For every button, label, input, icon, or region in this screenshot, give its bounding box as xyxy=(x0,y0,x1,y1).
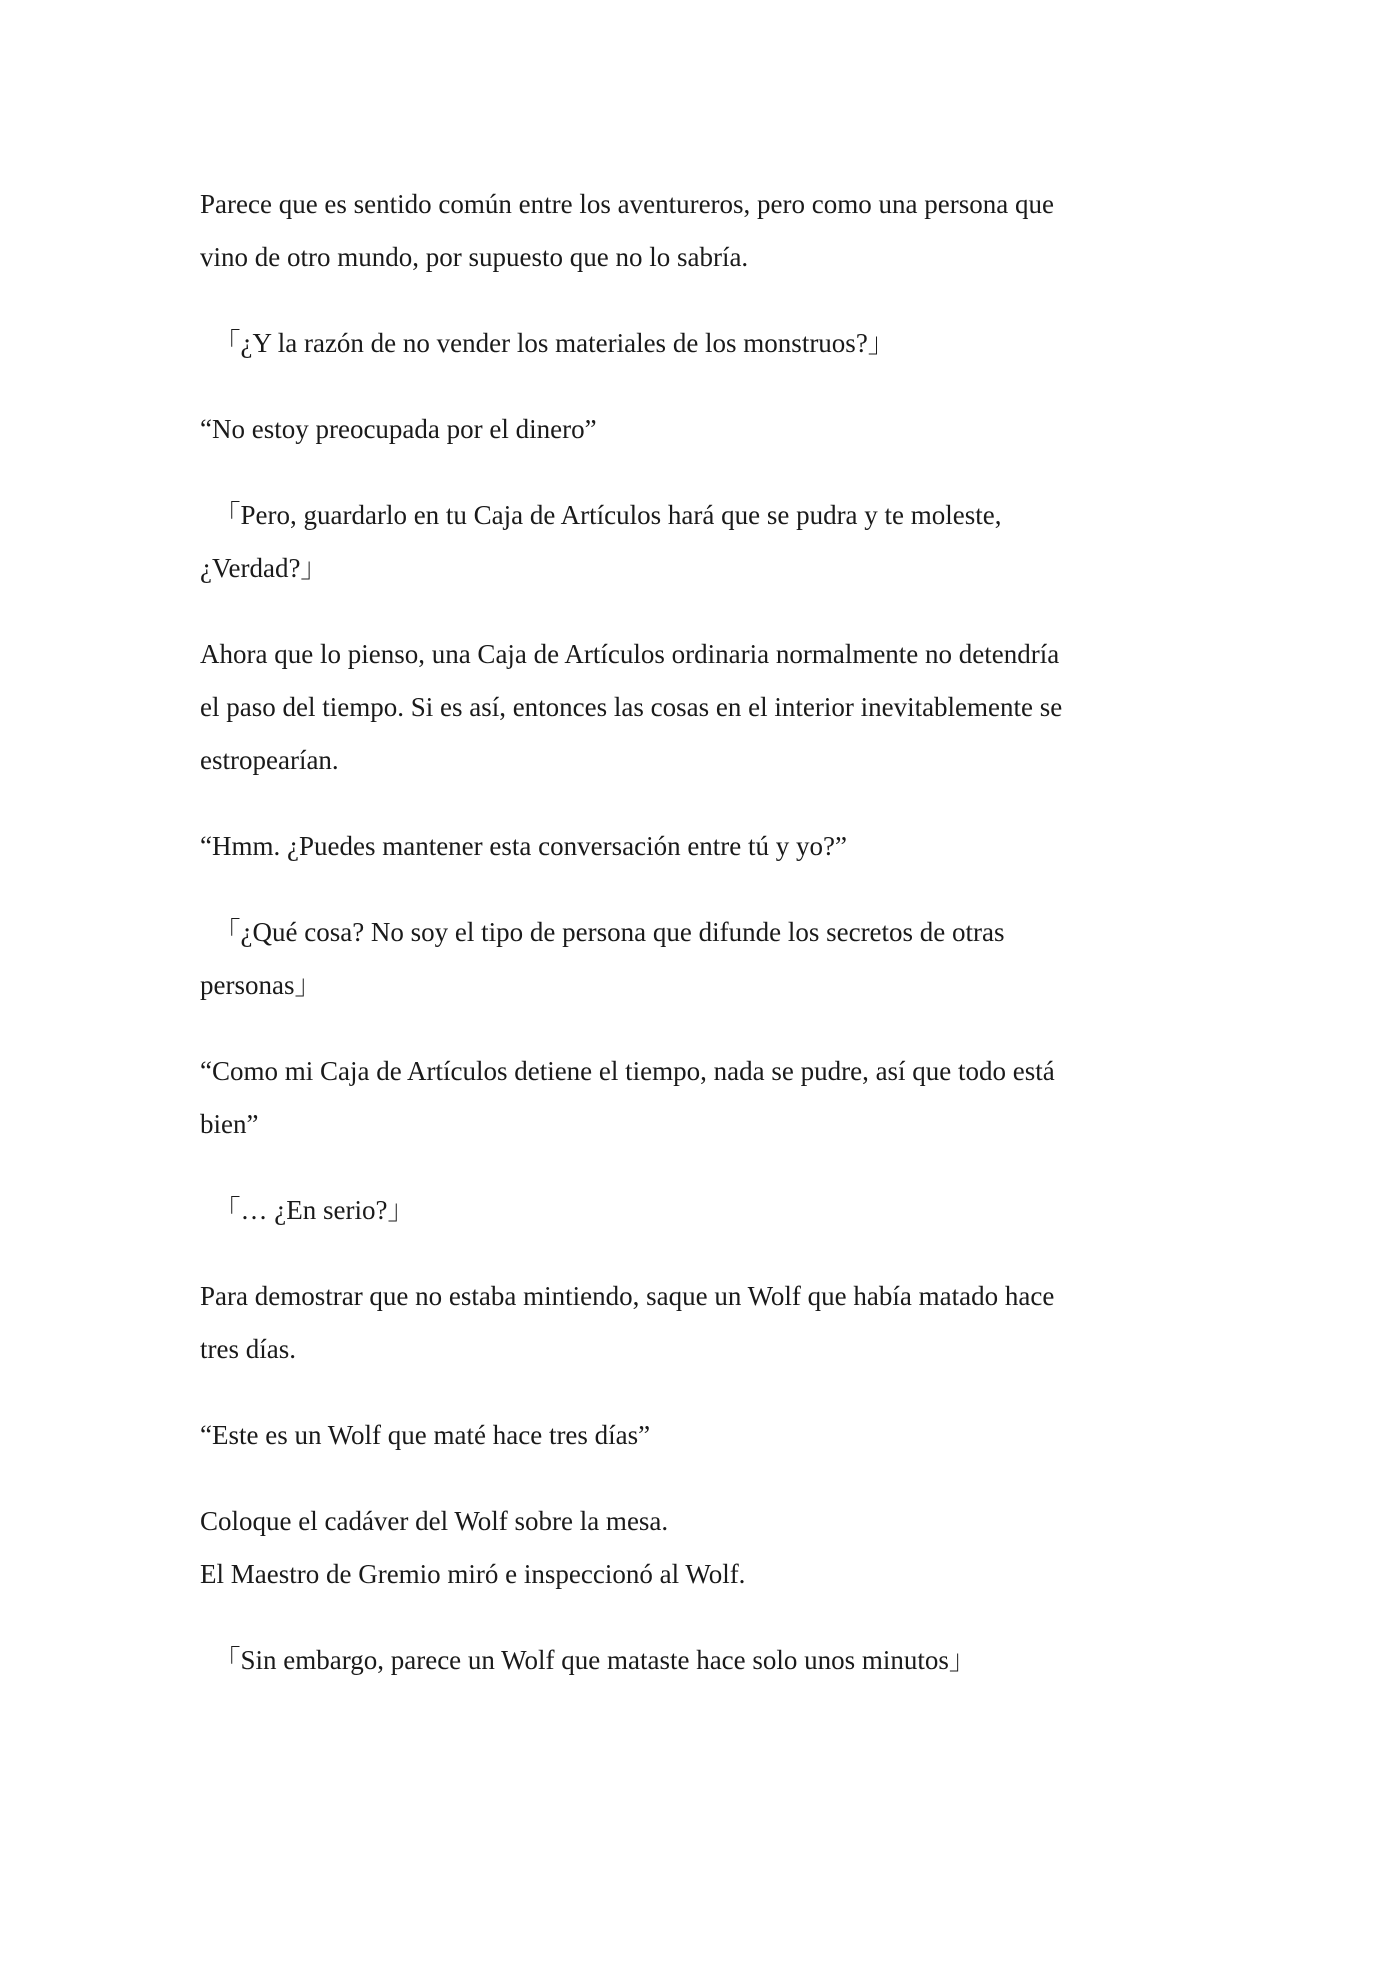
paragraph xyxy=(200,628,1200,787)
text-line: 「¿Y la razón de no vender los materiales de los monstruos?」 xyxy=(200,328,895,358)
dialogue-paragraph xyxy=(200,317,1200,370)
dialogue-paragraph xyxy=(200,820,1200,873)
text-line: Parece que es sentido común entre los aventureros, pero como una persona que xyxy=(200,189,1054,219)
text-line: bien” xyxy=(200,1109,259,1139)
dialogue-paragraph xyxy=(200,1184,1200,1237)
text-line: Coloque el cadáver del Wolf sobre la mesa. xyxy=(200,1506,669,1536)
text-line: Ahora que lo pienso, una Caja de Artículos ordinaria normalmente no detendría xyxy=(200,639,1060,669)
text-line: personas」 xyxy=(200,970,322,1000)
text-line: 「… ¿En serio?」 xyxy=(200,1195,415,1225)
text-line: 「Sin embargo, parece un Wolf que mataste hace solo unos minutos」 xyxy=(200,1645,976,1675)
dialogue-paragraph xyxy=(200,906,1200,1012)
text-line: Para demostrar que no estaba mintiendo, saque un Wolf que había matado hace xyxy=(200,1281,1055,1311)
text-line: 「Pero, guardarlo en tu Caja de Artículos hará que se pudra y te moleste, xyxy=(200,500,1002,530)
text-line: “Hmm. ¿Puedes mantener esta conversación entre tú y yo?” xyxy=(200,831,847,861)
dialogue-paragraph xyxy=(200,1409,1200,1462)
dialogue-paragraph xyxy=(200,1634,1200,1687)
document-body xyxy=(200,178,1200,1687)
paragraph xyxy=(200,1495,1200,1601)
dialogue-paragraph xyxy=(200,1045,1200,1151)
dialogue-paragraph xyxy=(200,403,1200,456)
text-line: “No estoy preocupada por el dinero” xyxy=(200,414,597,444)
text-line: vino de otro mundo, por supuesto que no lo sabría. xyxy=(200,242,749,272)
text-line: estropearían. xyxy=(200,745,339,775)
text-line: “Como mi Caja de Artículos detiene el tiempo, nada se pudre, así que todo está xyxy=(200,1056,1055,1086)
text-line: El Maestro de Gremio miró e inspeccionó al Wolf. xyxy=(200,1559,746,1589)
text-line: “Este es un Wolf que maté hace tres días” xyxy=(200,1420,651,1450)
text-line: 「¿Qué cosa? No soy el tipo de persona que difunde los secretos de otras xyxy=(200,917,1005,947)
text-line: ¿Verdad?」 xyxy=(200,553,328,583)
paragraph xyxy=(200,178,1200,284)
dialogue-paragraph xyxy=(200,489,1200,595)
paragraph xyxy=(200,1270,1200,1376)
text-line: el paso del tiempo. Si es así, entonces las cosas en el interior inevitablemente se xyxy=(200,692,1063,722)
text-line: tres días. xyxy=(200,1334,296,1364)
